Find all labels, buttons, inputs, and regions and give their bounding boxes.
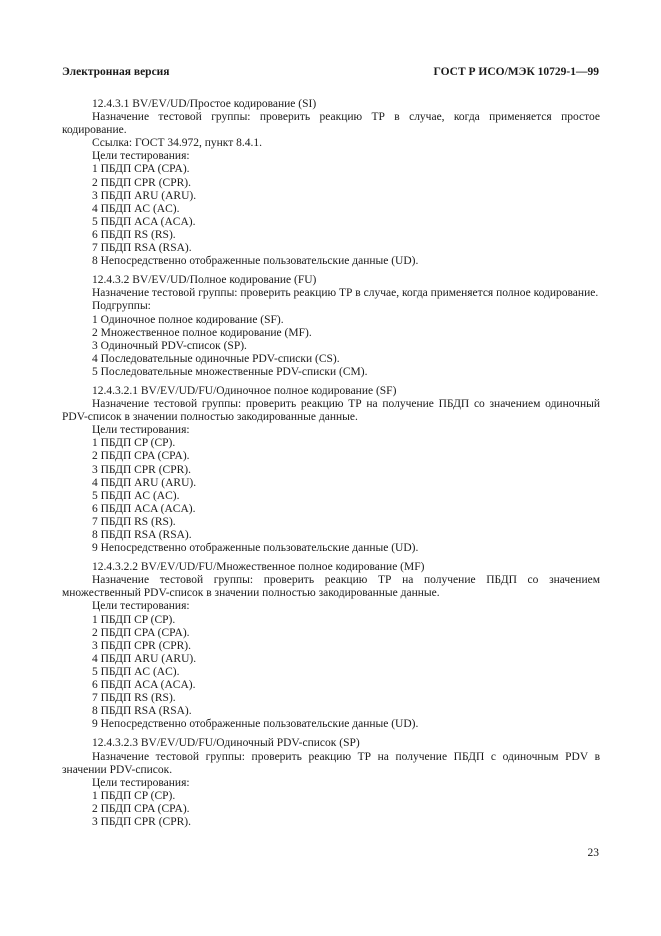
section-multiple-full-coding xyxy=(62,561,600,731)
test-purposes-list xyxy=(62,614,600,732)
list-item: 1 ПБДП CP (CP). xyxy=(92,789,176,802)
list-item: 7 ПБДП RSA (RSA). xyxy=(92,242,192,255)
list-item: 8 ПБДП RSA (RSA). xyxy=(92,705,192,718)
list-item: 8 Непосредственно отображенные пользовательские данные (UD). xyxy=(92,255,419,268)
list-item: 7 ПБДП RS (RS). xyxy=(92,692,176,705)
list-item: 2 ПБДП CPA (CPA). xyxy=(92,626,190,639)
list-item: 5 ПБДП AC (AC). xyxy=(92,489,180,502)
list-item: 4 ПБДП ARU (ARU). xyxy=(92,476,197,489)
list-item: 7 ПБДП RS (RS). xyxy=(92,515,176,528)
section-purpose: Назначение тестовой группы: проверить реакцию ТР на получение ПБДП с одиночным PDV в значении PDV-список. xyxy=(62,750,600,776)
list-item: 2 Множественное полное кодирование (MF). xyxy=(92,326,312,339)
list-item: 2 ПБДП CPR (CPR). xyxy=(92,176,192,189)
list-title: Цели тестирования: xyxy=(92,424,190,437)
running-header-left: Электронная версия xyxy=(62,66,170,78)
section-title: 12.4.3.1 BV/EV/UD/Простое кодирование (SI) xyxy=(92,98,317,110)
section-full-coding xyxy=(62,274,600,379)
list-item: 1 ПБДП CP (CP). xyxy=(92,437,176,450)
list-item: 5 ПБДП AC (AC). xyxy=(92,665,180,678)
section-purpose: Назначение тестовой группы: проверить реакцию ТР на получение ПБДП со значением множественный PDV-список в значении полностью закодированные данные. xyxy=(62,574,600,600)
list-item: 4 ПБДП ARU (ARU). xyxy=(92,652,197,665)
list-item: 9 Непосредственно отображенные пользовательские данные (UD). xyxy=(92,542,419,555)
page-body xyxy=(62,98,600,835)
list-item: 6 ПБДП RS (RS). xyxy=(92,228,176,241)
list-item: 8 ПБДП RSA (RSA). xyxy=(92,529,192,541)
list-item: 9 Непосредственно отображенные пользовательские данные (UD). xyxy=(92,718,419,731)
list-item: 3 ПБДП CPR (CPR). xyxy=(92,639,192,652)
section-purpose: Назначение тестовой группы: проверить реакцию ТР на получение ПБДП со значением одиночный PDV-список в значении полностью закодированные данные. xyxy=(62,398,600,424)
subgroups-list xyxy=(62,314,600,379)
list-item: 5 Последовательные множественные PDV-списки (CM). xyxy=(92,365,368,378)
list-title: Цели тестирования: xyxy=(92,776,190,789)
list-item: 3 Одиночный PDV-список (SP). xyxy=(92,339,247,352)
section-title: 12.4.3.2.1 BV/EV/UD/FU/Одиночное полное кодирование (SF) xyxy=(92,384,397,397)
section-single-pdv-list xyxy=(62,737,600,829)
list-item: 3 ПБДП ARU (ARU). xyxy=(92,189,197,202)
section-reference: Ссылка: ГОСТ 34.972, пункт 8.4.1. xyxy=(92,137,262,150)
list-item: 2 ПБДП CPA (CPA). xyxy=(92,450,190,463)
section-title: 12.4.3.2.2 BV/EV/UD/FU/Множественное полное кодирование (MF) xyxy=(92,561,425,574)
list-title: Подгруппы: xyxy=(92,300,151,313)
section-purpose: Назначение тестовой группы: проверить реакцию ТР в случае, когда применяется полное кодирование. xyxy=(92,287,599,300)
list-item: 3 ПБДП CPR (CPR). xyxy=(92,463,192,476)
list-item: 4 Последовательные одиночные PDV-списки (CS). xyxy=(92,352,340,365)
list-item: 1 Одиночное полное кодирование (SF). xyxy=(92,313,284,326)
test-purposes-list xyxy=(62,437,600,555)
list-item: 3 ПБДП CPR (CPR). xyxy=(92,815,192,828)
list-item: 6 ПБДП ACA (ACA). xyxy=(92,679,196,692)
test-purposes-list xyxy=(62,790,600,829)
section-simple-coding xyxy=(62,98,600,268)
list-item: 6 ПБДП ACA (ACA). xyxy=(92,502,196,515)
running-header-right: ГОСТ Р ИСО/МЭК 10729-1—99 xyxy=(433,66,599,78)
section-title: 12.4.3.2.3 BV/EV/UD/FU/Одиночный PDV-список (SP) xyxy=(92,737,360,750)
list-item: 4 ПБДП AC (AC). xyxy=(92,202,180,215)
list-title: Цели тестирования: xyxy=(92,600,190,613)
list-item: 5 ПБДП ACA (ACA). xyxy=(92,215,196,228)
list-item: 1 ПБДП CP (CP). xyxy=(92,613,176,626)
section-purpose: Назначение тестовой группы: проверить реакцию ТР в случае, когда применяется простое кодирование. xyxy=(62,111,600,137)
list-item: 2 ПБДП CPA (CPA). xyxy=(92,802,190,815)
list-title: Цели тестирования: xyxy=(92,150,190,163)
section-title: 12.4.3.2 BV/EV/UD/Полное кодирование (FU) xyxy=(92,274,317,287)
list-item: 1 ПБДП CPA (CPA). xyxy=(92,163,190,176)
page-number: 23 xyxy=(587,847,599,859)
section-single-full-coding xyxy=(62,385,600,555)
test-purposes-list xyxy=(62,163,600,268)
